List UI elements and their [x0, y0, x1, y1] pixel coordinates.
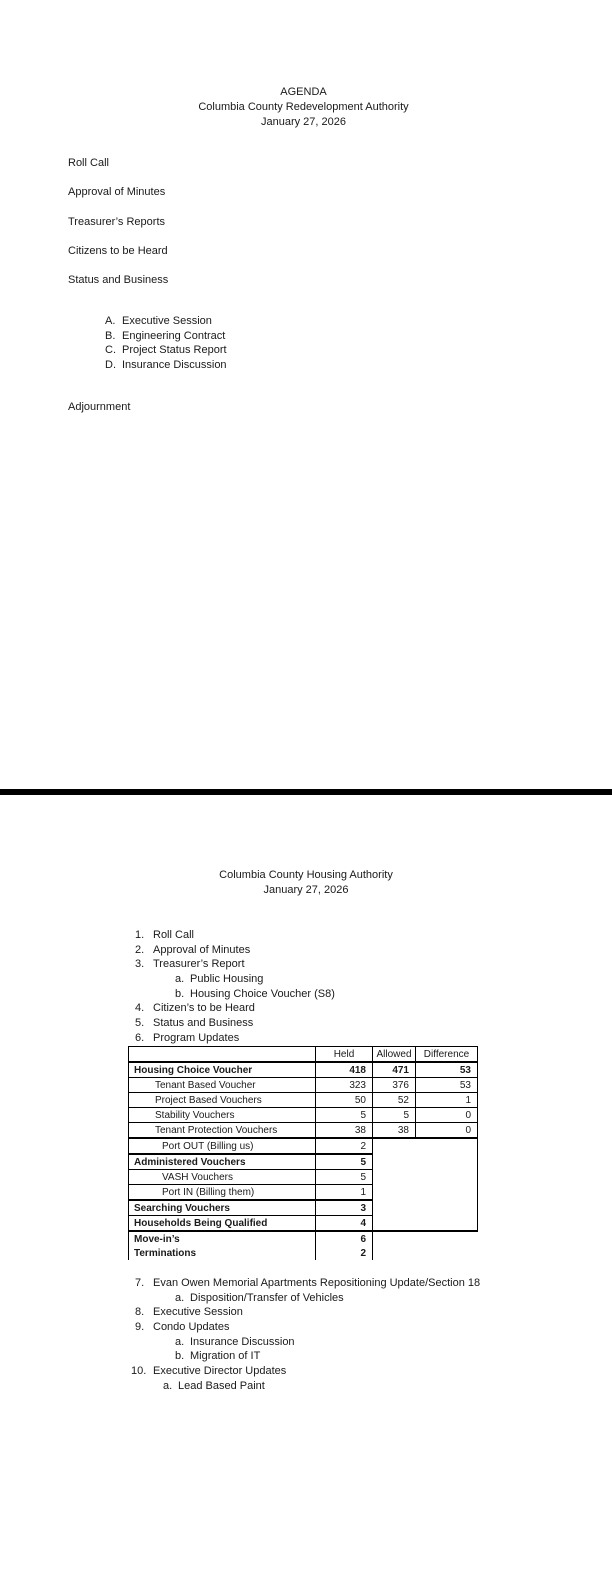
program-updates-table — [128, 1046, 478, 1260]
item-text: Citizen’s to be Heard — [153, 1002, 255, 1015]
row-label: Housing Choice Voucher — [129, 1062, 316, 1078]
row-label: Administered Vouchers — [129, 1154, 316, 1170]
held-value: 1 — [316, 1185, 373, 1201]
held-value: 5 — [316, 1170, 373, 1185]
sub-letter: a. — [175, 1335, 185, 1348]
held-value: 50 — [316, 1093, 373, 1108]
lettered-item — [105, 314, 227, 329]
table-row — [129, 1062, 478, 1078]
item-text: Insurance Discussion — [122, 358, 227, 371]
item-number: 6. — [135, 1031, 145, 1044]
row-label: Households Being Qualified — [129, 1216, 316, 1232]
item-text: Treasurer’s Report — [153, 958, 245, 971]
item-number: 7. — [135, 1277, 145, 1289]
allowed-value: 38 — [373, 1123, 416, 1139]
numbered-item — [135, 943, 605, 958]
table-header-row — [129, 1047, 478, 1063]
ghost-cell — [373, 1246, 478, 1260]
row-label: Stability Vouchers — [129, 1108, 316, 1123]
adjournment-text: Adjournment — [68, 401, 131, 413]
table-row — [129, 1123, 478, 1139]
item-number: 8. — [135, 1306, 145, 1319]
sub-text: Housing Choice Voucher (S8) — [190, 987, 335, 1000]
program-updates-table-wrap — [128, 1046, 478, 1260]
table-row — [129, 1246, 478, 1260]
numbered-item — [135, 928, 605, 943]
item-text: Executive Director Updates — [153, 1364, 287, 1377]
housing-date: January 27, 2026 — [263, 884, 349, 896]
held-value: 418 — [316, 1062, 373, 1078]
item-number: 1. — [135, 929, 145, 941]
row-label: Terminations — [129, 1246, 316, 1260]
th-empty — [129, 1047, 316, 1063]
th-held: Held — [316, 1047, 373, 1063]
lettered-item — [105, 329, 227, 344]
sub-item — [135, 1335, 605, 1350]
sub-letter: a. — [163, 1379, 173, 1392]
lettered-item — [105, 343, 227, 358]
table-row — [129, 1231, 478, 1246]
numbered-item — [135, 957, 605, 972]
item-number: 5. — [135, 1016, 145, 1029]
ghost-cell — [373, 1231, 478, 1246]
item-text: Executive Session — [153, 1306, 243, 1319]
numbered-item — [131, 1364, 605, 1379]
row-label: Tenant Protection Vouchers — [129, 1123, 316, 1139]
page1-heading — [0, 85, 607, 130]
item-number: 4. — [135, 1002, 145, 1015]
agenda-lettered-items — [105, 314, 227, 373]
numbered-item — [135, 1001, 605, 1016]
row-label: Tenant Based Voucher — [129, 1078, 316, 1093]
sub-text: Public Housing — [190, 972, 264, 985]
row-label: Port OUT (Billing us) — [129, 1138, 316, 1154]
difference-value: 0 — [416, 1123, 478, 1139]
table-row — [129, 1138, 478, 1154]
agenda-main-items — [68, 157, 168, 303]
housing-organization: Columbia County Housing Authority — [219, 869, 393, 881]
page2-heading — [0, 868, 612, 898]
numbered-item — [135, 1320, 605, 1335]
sub-text: Disposition/Transfer of Vehicles — [190, 1291, 344, 1304]
difference-value: 53 — [416, 1078, 478, 1093]
agenda-item: Citizens to be Heard — [68, 244, 168, 257]
agenda-date: January 27, 2026 — [260, 116, 346, 128]
table-row — [129, 1108, 478, 1123]
housing-agenda-list-bottom — [131, 1276, 605, 1393]
allowed-value: 471 — [373, 1062, 416, 1078]
item-text: Evan Owen Memorial Apartments Repositioning Update/Section 18 — [153, 1277, 481, 1289]
sub-text: Lead Based Paint — [178, 1379, 265, 1392]
agenda-item: Treasurer’s Reports — [68, 215, 165, 228]
sub-letter: a. — [175, 972, 185, 985]
numbered-item — [135, 1016, 605, 1031]
merged-empty-cell — [373, 1138, 478, 1231]
item-text: Project Status Report — [122, 344, 227, 357]
item-letter: C. — [105, 344, 116, 357]
allowed-value: 52 — [373, 1093, 416, 1108]
row-label: Searching Vouchers — [129, 1200, 316, 1216]
row-label: Move-in’s — [129, 1231, 316, 1246]
held-value: 4 — [316, 1216, 373, 1232]
row-label: Project Based Vouchers — [129, 1093, 316, 1108]
held-value: 5 — [316, 1154, 373, 1170]
th-difference: Difference — [416, 1047, 478, 1063]
item-letter: B. — [105, 329, 116, 342]
housing-agenda-list-top — [135, 928, 605, 1045]
held-value: 3 — [316, 1200, 373, 1216]
allowed-value: 5 — [373, 1108, 416, 1123]
agenda-item: Roll Call — [68, 157, 109, 169]
agenda-item: Status and Business — [68, 274, 169, 287]
held-value: 2 — [316, 1138, 373, 1154]
sub-text: Insurance Discussion — [190, 1335, 295, 1348]
difference-value: 0 — [416, 1108, 478, 1123]
lettered-item — [105, 358, 227, 373]
item-text: Executive Session — [122, 315, 212, 327]
table-row — [129, 1078, 478, 1093]
page-break-divider — [0, 789, 612, 795]
held-value: 38 — [316, 1123, 373, 1139]
agenda-organization: Columbia County Redevelopment Authority — [198, 101, 409, 113]
item-number: 2. — [135, 943, 145, 956]
item-text: Roll Call — [153, 929, 194, 941]
held-value: 6 — [316, 1231, 373, 1246]
sub-letter: b. — [175, 987, 185, 1000]
held-value: 5 — [316, 1108, 373, 1123]
sub-item — [135, 972, 605, 987]
held-value: 2 — [316, 1246, 373, 1260]
sub-item — [135, 987, 605, 1002]
sub-item — [135, 1291, 605, 1306]
th-allowed: Allowed — [373, 1047, 416, 1063]
item-letter: A. — [105, 315, 116, 327]
difference-value: 53 — [416, 1062, 478, 1078]
numbered-item — [135, 1031, 605, 1046]
agenda-item: Approval of Minutes — [68, 186, 166, 199]
item-letter: D. — [105, 358, 116, 371]
item-text: Engineering Contract — [122, 329, 226, 342]
difference-value: 1 — [416, 1093, 478, 1108]
sub-letter: b. — [175, 1350, 185, 1363]
allowed-value: 376 — [373, 1078, 416, 1093]
item-text: Condo Updates — [153, 1320, 230, 1333]
sub-item — [135, 1379, 605, 1394]
sub-item — [135, 1349, 605, 1364]
item-number: 9. — [135, 1320, 145, 1333]
numbered-item — [135, 1305, 605, 1320]
item-text: Approval of Minutes — [153, 943, 251, 956]
sub-text: Migration of IT — [190, 1350, 261, 1363]
item-text: Program Updates — [153, 1031, 240, 1044]
row-label: VASH Vouchers — [129, 1170, 316, 1185]
sub-letter: a. — [175, 1291, 185, 1304]
item-number: 10. — [131, 1364, 147, 1377]
numbered-item — [135, 1276, 605, 1291]
item-number: 3. — [135, 958, 145, 971]
held-value: 323 — [316, 1078, 373, 1093]
row-label: Port IN (Billing them) — [129, 1185, 316, 1201]
item-text: Status and Business — [153, 1016, 254, 1029]
agenda-title: AGENDA — [280, 86, 327, 98]
table-row — [129, 1093, 478, 1108]
